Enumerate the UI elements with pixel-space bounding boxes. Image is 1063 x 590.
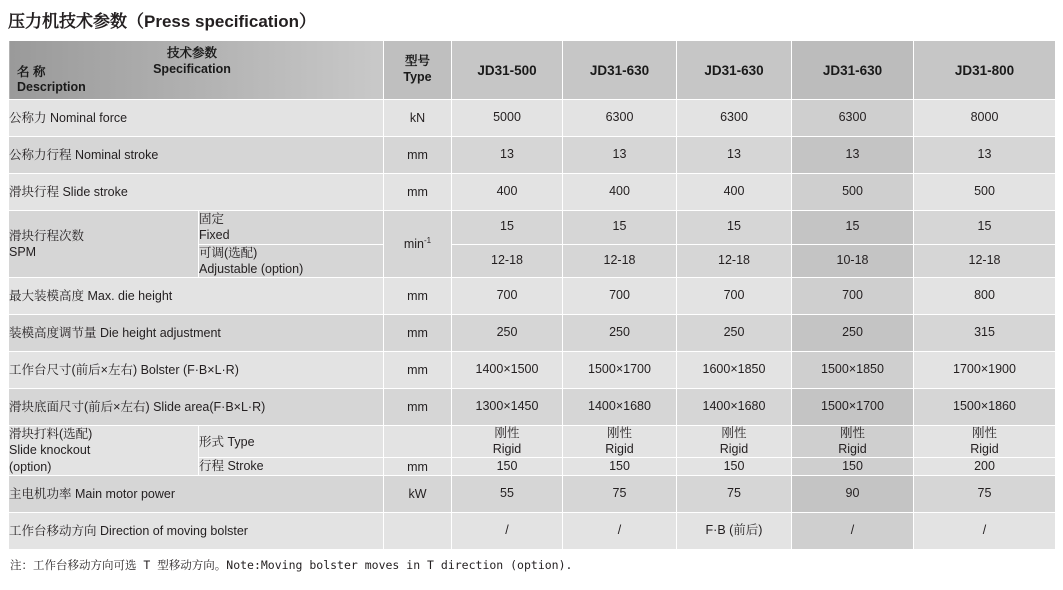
table-row bbox=[9, 211, 1056, 245]
cell-value: 800 bbox=[914, 278, 1056, 315]
table-row bbox=[9, 137, 1056, 174]
row-unit-slide-stroke: mm bbox=[384, 174, 452, 211]
row-unit-knockout-type bbox=[384, 426, 452, 458]
cell-value: 13 bbox=[677, 137, 792, 174]
cell-value: 1600×1850 bbox=[677, 352, 792, 389]
table-row bbox=[9, 512, 1056, 549]
row-unit-max-die-height: mm bbox=[384, 278, 452, 315]
cell-value: 200 bbox=[914, 458, 1056, 475]
cell-value: 400 bbox=[563, 174, 677, 211]
cell-value: 10-18 bbox=[792, 244, 914, 278]
cell-value: 1500×1700 bbox=[792, 389, 914, 426]
row-label-spm bbox=[9, 211, 199, 278]
cell-value-cn: 刚性 bbox=[494, 426, 520, 441]
row-label-nominal-stroke: 公称力行程 Nominal stroke bbox=[9, 137, 384, 174]
cell-value: 13 bbox=[914, 137, 1056, 174]
table-row bbox=[9, 174, 1056, 211]
row-label-slide-knockout-option: (option) bbox=[9, 459, 52, 474]
cell-value: 75 bbox=[563, 475, 677, 512]
header-description-cell bbox=[9, 41, 384, 100]
cell-value: 5000 bbox=[452, 100, 563, 137]
cell-value: 315 bbox=[914, 315, 1056, 352]
cell-value: 250 bbox=[792, 315, 914, 352]
row-unit-nominal-stroke: mm bbox=[384, 137, 452, 174]
row-sublabel-spm-fixed-en: Fixed bbox=[199, 228, 230, 243]
row-label-bolster: 工作台尺寸(前后×左右) Bolster (F·B×L·R) bbox=[9, 352, 384, 389]
cell-value: 12-18 bbox=[914, 244, 1056, 278]
row-unit-slide-area: mm bbox=[384, 389, 452, 426]
table-row bbox=[9, 352, 1056, 389]
cell-value: 1500×1860 bbox=[914, 389, 1056, 426]
row-label-spm-cn: 滑块行程次数 bbox=[9, 228, 85, 243]
page-title: 压力机技术参数（Press specification） bbox=[8, 12, 316, 31]
cell-value: 12-18 bbox=[563, 244, 677, 278]
cell-value: 1400×1680 bbox=[563, 389, 677, 426]
header-desc-cn: 名 称 bbox=[17, 64, 46, 79]
row-label-nominal-force: 公称力 Nominal force bbox=[9, 100, 384, 137]
row-sublabel-spm-fixed-cn: 固定 bbox=[199, 212, 225, 226]
header-model-4: JD31-630 bbox=[792, 41, 914, 100]
cell-value: 6300 bbox=[677, 100, 792, 137]
row-unit-die-height-adjustment: mm bbox=[384, 315, 452, 352]
cell-value: 90 bbox=[792, 475, 914, 512]
row-sublabel-knockout-type: 形式 Type bbox=[199, 426, 384, 458]
cell-value: 500 bbox=[914, 174, 1056, 211]
row-unit-nominal-force: kN bbox=[384, 100, 452, 137]
table-header-row bbox=[9, 41, 1056, 100]
cell-value bbox=[914, 426, 1056, 458]
header-spec-en: Specification bbox=[153, 61, 231, 76]
table-row bbox=[9, 426, 1056, 458]
row-unit-bolster: mm bbox=[384, 352, 452, 389]
cell-value: 700 bbox=[677, 278, 792, 315]
cell-value bbox=[677, 426, 792, 458]
cell-value: 6300 bbox=[563, 100, 677, 137]
cell-value: 13 bbox=[563, 137, 677, 174]
header-model-3: JD31-630 bbox=[677, 41, 792, 100]
row-sublabel-spm-fixed bbox=[199, 211, 384, 245]
header-model-5: JD31-800 bbox=[914, 41, 1056, 100]
cell-value: / bbox=[792, 512, 914, 549]
table-row bbox=[9, 475, 1056, 512]
row-label-spm-en: SPM bbox=[9, 245, 37, 259]
row-label-slide-knockout bbox=[9, 426, 199, 476]
cell-value: 150 bbox=[452, 458, 563, 475]
cell-value: 1700×1900 bbox=[914, 352, 1056, 389]
cell-value: 8000 bbox=[914, 100, 1056, 137]
cell-value-cn: 刚性 bbox=[971, 426, 997, 441]
row-unit-spm: $\min^{-1}$ bbox=[384, 211, 452, 278]
header-type-cn: 型号 bbox=[404, 54, 430, 69]
cell-value: 500 bbox=[792, 174, 914, 211]
cell-value: 15 bbox=[563, 211, 677, 245]
row-unit-main-motor-power: kW bbox=[384, 475, 452, 512]
cell-value: 1400×1680 bbox=[677, 389, 792, 426]
header-type-en: Type bbox=[403, 70, 432, 84]
cell-value: 150 bbox=[677, 458, 792, 475]
cell-value: / bbox=[914, 512, 1056, 549]
cell-value: 12-18 bbox=[452, 244, 563, 278]
row-label-slide-knockout-en: Slide knockout bbox=[9, 443, 91, 458]
row-label-max-die-height: 最大装模高度 Max. die height bbox=[9, 278, 384, 315]
cell-value: 700 bbox=[563, 278, 677, 315]
row-label-main-motor-power: 主电机功率 Main motor power bbox=[9, 475, 384, 512]
cell-value: / bbox=[563, 512, 677, 549]
cell-value: 15 bbox=[792, 211, 914, 245]
cell-value-en: Rigid bbox=[605, 441, 634, 456]
cell-value-cn: 刚性 bbox=[839, 426, 865, 441]
table-row bbox=[9, 389, 1056, 426]
cell-value: 13 bbox=[792, 137, 914, 174]
header-desc-en: Description bbox=[17, 80, 86, 95]
row-label-slide-stroke: 滑块行程 Slide stroke bbox=[9, 174, 384, 211]
cell-value: 12-18 bbox=[677, 244, 792, 278]
cell-value-en: Rigid bbox=[838, 441, 867, 456]
cell-value: 13 bbox=[452, 137, 563, 174]
cell-value: 400 bbox=[452, 174, 563, 211]
table-note: 注：工作台移动方向可选 T 型移动方向。Note:Moving bolster moves in T direction (option). bbox=[10, 557, 573, 572]
cell-value: 700 bbox=[452, 278, 563, 315]
cell-value: 150 bbox=[563, 458, 677, 475]
row-unit-knockout-stroke: mm bbox=[384, 458, 452, 475]
cell-value: 55 bbox=[452, 475, 563, 512]
cell-value: 1500×1700 bbox=[563, 352, 677, 389]
row-unit-moving-bolster-direction bbox=[384, 512, 452, 549]
cell-value-en: Rigid bbox=[719, 441, 749, 456]
header-spec-cn: 技术参数 bbox=[166, 46, 217, 60]
cell-value: 1500×1850 bbox=[792, 352, 914, 389]
row-label-slide-area: 滑块底面尺寸(前后×左右) Slide area(F·B×L·R) bbox=[9, 389, 384, 426]
row-label-moving-bolster-direction: 工作台移动方向 Direction of moving bolster bbox=[9, 512, 384, 549]
table-row bbox=[9, 278, 1056, 315]
cell-value: 1300×1450 bbox=[452, 389, 563, 426]
cell-value: 6300 bbox=[792, 100, 914, 137]
cell-value: 75 bbox=[914, 475, 1056, 512]
cell-value-cn: 刚性 bbox=[721, 426, 747, 441]
row-sublabel-spm-adjustable-en: Adjustable (option) bbox=[199, 261, 304, 276]
press-specification-table bbox=[8, 40, 1056, 550]
header-model-1: JD31-500 bbox=[452, 41, 563, 100]
cell-value: 150 bbox=[792, 458, 914, 475]
table-row bbox=[9, 315, 1056, 352]
cell-value: 1400×1500 bbox=[452, 352, 563, 389]
header-type-cell bbox=[384, 41, 452, 100]
row-sublabel-knockout-stroke: 行程 Stroke bbox=[199, 458, 384, 475]
header-model-2: JD31-630 bbox=[563, 41, 677, 100]
cell-value: 15 bbox=[677, 211, 792, 245]
cell-value bbox=[792, 426, 914, 458]
cell-value: 700 bbox=[792, 278, 914, 315]
cell-value-cn: 刚性 bbox=[606, 426, 632, 441]
cell-value: 15 bbox=[914, 211, 1056, 245]
header-description-label bbox=[17, 65, 86, 96]
cell-value: 250 bbox=[677, 315, 792, 352]
cell-value: / bbox=[452, 512, 563, 549]
cell-value: 250 bbox=[452, 315, 563, 352]
row-sublabel-spm-adjustable bbox=[199, 244, 384, 278]
cell-value-en: Rigid bbox=[970, 441, 999, 456]
cell-value: 400 bbox=[677, 174, 792, 211]
row-sublabel-spm-adjustable-cn: 可调(选配) bbox=[199, 245, 258, 260]
row-label-die-height-adjustment: 装模高度调节量 Die height adjustment bbox=[9, 315, 384, 352]
cell-value: F·B (前后) bbox=[677, 512, 792, 549]
cell-value bbox=[452, 426, 563, 458]
table-row bbox=[9, 100, 1056, 137]
cell-value-en: Rigid bbox=[492, 441, 522, 456]
cell-value: 75 bbox=[677, 475, 792, 512]
cell-value: 15 bbox=[452, 211, 563, 245]
row-label-slide-knockout-cn: 滑块打料(选配) bbox=[9, 427, 93, 441]
cell-value bbox=[563, 426, 677, 458]
cell-value: 250 bbox=[563, 315, 677, 352]
